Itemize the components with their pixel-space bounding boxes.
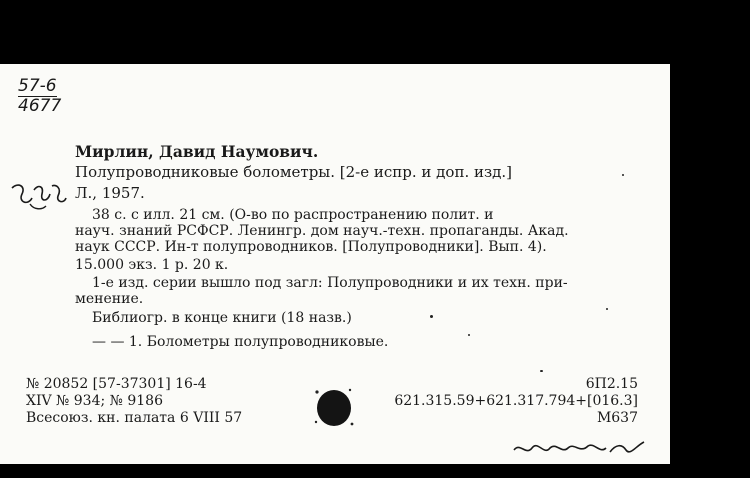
ink-speck <box>430 315 433 318</box>
ink-speck <box>468 334 470 336</box>
udc-index: 621.315.59+621.317.794+[016.3] <box>394 393 638 409</box>
description-line: 15.000 экз. 1 р. 20 к. <box>75 257 229 273</box>
subject-heading: — — 1. Болометры полупроводниковые. <box>92 334 389 350</box>
call-number-line2: 4677 <box>18 96 62 116</box>
bibliography-note: Библиогр. в конце книги (18 назв.) <box>92 310 352 326</box>
note-line: менение. <box>75 291 144 307</box>
classification-index: 6П2.15 <box>585 376 638 392</box>
imprint-line: Л., 1957. <box>75 184 145 202</box>
description-line: науч. знаний РСФСР. Ленингр. дом науч.-техн. пропаганды. Акад. <box>75 223 569 239</box>
ink-speck <box>540 370 543 372</box>
author-heading: Мирлин, Давид Наумович. <box>75 142 319 161</box>
author-mark: M637 <box>596 410 638 426</box>
note-line: 1-е изд. серии вышло под загл: Полупроводники и их техн. при- <box>92 275 568 291</box>
description-line: 38 с. с илл. 21 см. (О-во по распространению полит. и <box>92 207 494 223</box>
ink-speck <box>622 174 624 176</box>
ink-speck <box>606 308 608 310</box>
description-line: наук СССР. Ин-т полупроводников. [Полупроводники]. Вып. 4). <box>75 239 547 255</box>
call-number-line1: 57-6 <box>18 76 57 96</box>
catalog-card <box>0 64 670 464</box>
handwritten-mark <box>8 180 70 216</box>
footer-left-line: Всесоюз. кн. палата 6 VIII 57 <box>26 410 243 426</box>
title-line: Полупроводниковые болометры. [2-е испр. и доп. изд.] <box>75 163 513 181</box>
handwritten-scribble <box>510 436 650 460</box>
footer-left-line: XIV № 934; № 9186 <box>26 393 163 409</box>
footer-left-line: № 20852 [57-37301] 16-4 <box>26 376 207 392</box>
punch-hole-mark <box>312 384 356 430</box>
